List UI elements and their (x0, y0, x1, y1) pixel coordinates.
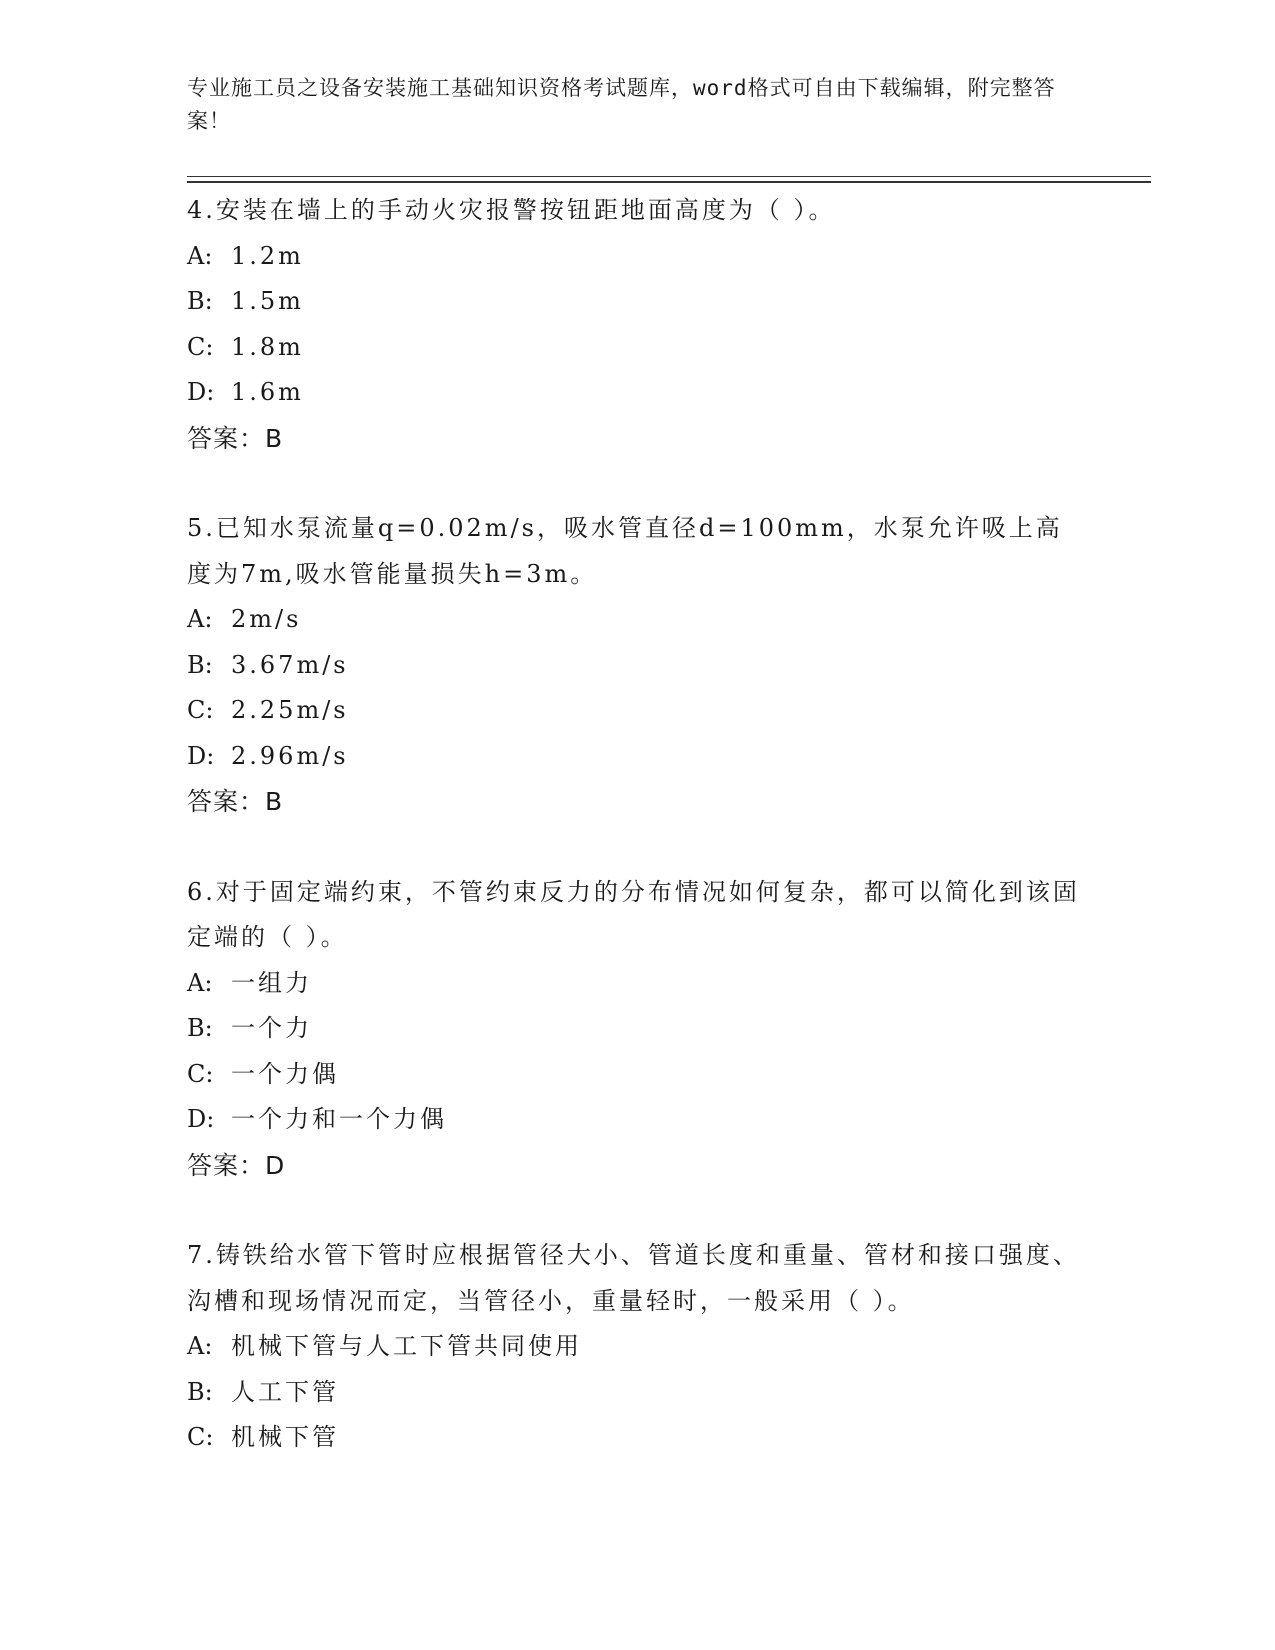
option-text: 2.96m/s (231, 741, 349, 770)
option-letter: C: (187, 1059, 214, 1088)
option-text: 1.8m (231, 332, 304, 361)
answer-line: 答案：B (187, 423, 284, 453)
option-letter: A: (187, 605, 213, 633)
option-text: 1.6m (231, 378, 304, 406)
option-a (187, 597, 1087, 643)
option-letter: A: (187, 241, 213, 270)
option-text: 一组力 (231, 968, 312, 997)
option-text: 2m/s (231, 605, 302, 633)
option-text: 一个力偶 (231, 1059, 339, 1088)
question-text: 5.已知水泵流量q=0.02m/s，吸水管直径d=100mm，水泵允许吸上高度为7m,吸水管能量损失h=3m。 (187, 514, 1063, 588)
option-b (187, 1370, 1087, 1416)
option-a (187, 234, 1087, 280)
option-text: 机械下管与人工下管共同使用 (231, 1332, 582, 1360)
option-letter: B: (187, 650, 213, 679)
option-c (187, 688, 1087, 734)
option-letter: D: (187, 741, 215, 770)
question-7 (187, 1233, 1087, 1461)
option-text: 1.2m (231, 241, 304, 270)
option-text: 1.5m (231, 287, 304, 315)
option-text: 机械下管 (231, 1423, 339, 1451)
option-d (187, 1097, 1087, 1143)
option-d (187, 734, 1087, 780)
question-list (187, 188, 1087, 1506)
option-letter: C: (187, 332, 214, 361)
option-text: 3.67m/s (231, 650, 349, 679)
option-b (187, 279, 1087, 325)
document-header: 专业施工员之设备安装施工基础知识资格考试题库，word格式可自由下载编辑，附完整答案！ (187, 76, 1056, 133)
option-letter: B: (187, 287, 213, 315)
option-a (187, 1324, 1087, 1370)
question-text: 4.安装在墙上的手动火灾报警按钮距地面高度为（ ）。 (187, 196, 836, 224)
option-b (187, 643, 1087, 689)
question-4 (187, 188, 1087, 461)
header-divider-thin (187, 176, 1151, 177)
option-c (187, 325, 1087, 371)
option-text: 人工下管 (231, 1377, 339, 1406)
option-letter: C: (187, 1423, 214, 1451)
option-text: 一个力和一个力偶 (231, 1105, 447, 1133)
question-text: 7.铸铁给水管下管时应根据管径大小、管道长度和重量、管材和接口强度、沟槽和现场情况而定，当管径小，重量轻时，一般采用（ ）。 (187, 1241, 1080, 1315)
question-text: 6.对于固定端约束，不管约束反力的分布情况如何复杂，都可以简化到该固定端的（ ）。 (187, 877, 1080, 951)
question-6 (187, 870, 1087, 1189)
option-text: 2.25m/s (231, 696, 349, 724)
option-c (187, 1415, 1087, 1461)
header-divider-thick (187, 181, 1151, 183)
answer-line: 答案：B (187, 787, 284, 816)
option-a (187, 961, 1087, 1007)
option-letter: B: (187, 1014, 213, 1042)
option-b (187, 1006, 1087, 1052)
answer-line: 答案：D (187, 1150, 286, 1180)
option-d (187, 370, 1087, 416)
option-text: 一个力 (231, 1014, 312, 1042)
option-letter: C: (187, 696, 214, 724)
option-letter: A: (187, 1332, 213, 1360)
question-5 (187, 506, 1087, 825)
option-letter: B: (187, 1377, 213, 1406)
option-letter: D: (187, 1105, 215, 1133)
option-letter: A: (187, 968, 213, 997)
option-c (187, 1052, 1087, 1098)
option-letter: D: (187, 378, 215, 406)
